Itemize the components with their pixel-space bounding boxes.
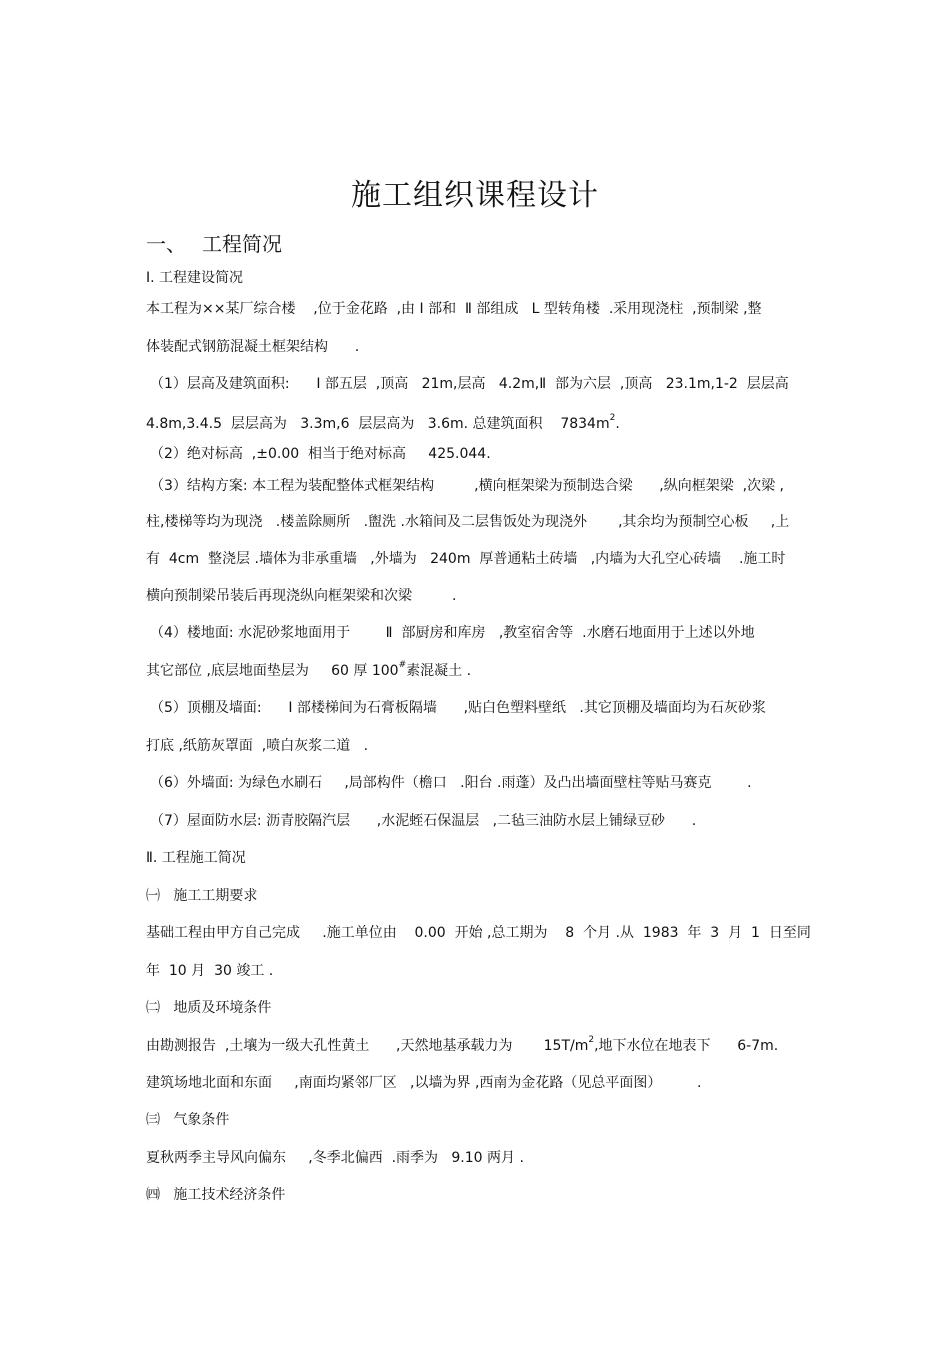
paragraph-line: （1）层高及建筑面积: Ⅰ 部五层 ,顶高 21m,层高 4.2m,Ⅱ 部为六层 ,顶高 23.1m,1-2 层层高: [150, 376, 789, 392]
paragraph-line: （3）结构方案: 本工程为装配整体式框架结构 ,横向框架梁为预制迭合梁 ,纵向框架梁 ,次梁 ,: [150, 478, 784, 494]
paragraph-line: 建筑场地北面和东面 ,南面均紧邻厂区 ,以墙为界 ,西南为金花路（见总平面图） .: [146, 1075, 702, 1091]
superscript: #: [398, 660, 407, 670]
list-heading: ㈣ 施工技术经济条件: [146, 1187, 286, 1203]
paragraph-line: 有 4cm 整浇层 .墙体为非承重墙 ,外墙为 240m 厚普通粘土砖墙 ,内墙为大孔空心砖墙 .施工时: [146, 551, 786, 567]
paragraph-line: [146, 1036, 778, 1056]
text-run: .: [615, 416, 620, 432]
section-number: 一、: [146, 232, 186, 256]
subheading-1: Ⅰ. 工程建设简况: [146, 270, 244, 286]
superscript: 2: [588, 1035, 595, 1045]
paragraph-line: 本工程为××某厂综合楼 ,位于金花路 ,由 Ⅰ 部和 Ⅱ 部组成 L 型转角楼 .采用现浇柱 ,预制梁 ,整: [146, 301, 762, 317]
subheading-2: Ⅱ. 工程施工简况: [146, 850, 246, 866]
text-run: 素混凝土 .: [406, 663, 472, 679]
list-heading: ㈡ 地质及环境条件: [146, 1000, 272, 1016]
text-run: 由勘测报告 ,土壤为一级大孔性黄土 ,天然地基承载力为 15T/m: [146, 1038, 589, 1054]
paragraph-line: 体装配式钢筋混凝土框架结构 .: [146, 339, 360, 355]
paragraph-line: （7）屋面防水层: 沥青胶隔汽层 ,水泥蛭石保温层 ,二毡三油防水层上铺绿豆砂 .: [150, 813, 697, 829]
page-title: 施工组织课程设计: [351, 178, 599, 213]
paragraph-line: （6）外墙面: 为绿色水刷石 ,局部构件（檐口 .阳台 .雨蓬）及凸出墙面壁柱等贴马赛克 .: [150, 775, 752, 791]
paragraph-line: 夏秋两季主导风向偏东 ,冬季北偏西 .雨季为 9.10 两月 .: [146, 1150, 524, 1166]
paragraph-line: 基础工程由甲方自己完成 .施工单位由 0.00 开始 ,总工期为 8 个月 .从 1983 年 3 月 1 日至同: [146, 925, 811, 941]
paragraph-line: 年 10 月 30 竣工 .: [146, 963, 274, 979]
text-run: ,地下水位在地表下 6-7m.: [594, 1038, 779, 1054]
paragraph-line: （2）绝对标高 ,±0.00 相当于绝对标高 425.044.: [150, 446, 491, 462]
list-heading: ㈠ 施工工期要求: [146, 888, 258, 904]
paragraph-line: （4）楼地面: 水泥砂浆地面用于 Ⅱ 部厨房和库房 ,教室宿舍等 .水磨石地面用于上述以外地: [150, 625, 755, 641]
list-heading: ㈢ 气象条件: [146, 1112, 230, 1128]
paragraph-line: （5）顶棚及墙面: Ⅰ 部楼梯间为石膏板隔墙 ,贴白色塑料壁纸 .其它顶棚及墙面均为石灰砂浆: [150, 700, 766, 716]
paragraph-line: 柱,楼梯等均为现浇 .楼盖除厕所 .盥洗 .水箱间及二层售饭处为现浇外 ,其余均为预制空心板 ,上: [146, 514, 790, 530]
paragraph-line: 横向预制梁吊装后再现浇纵向框架梁和次梁 .: [146, 588, 457, 604]
section-label: 工程简况: [202, 232, 282, 256]
superscript: 2: [609, 413, 616, 423]
text-run: 4.8m,3.4.5 层层高为 3.3m,6 层层高为 3.6m. 总建筑面积 7834m: [146, 416, 610, 432]
paragraph-line: 打底 ,纸筋灰罩面 ,喷白灰浆二道 .: [146, 738, 369, 754]
text-run: 其它部位 ,底层地面垫层为 60 厚 100: [146, 663, 399, 679]
paragraph-line: [146, 414, 620, 434]
paragraph-line: [146, 661, 471, 681]
section-heading-1: [146, 228, 282, 257]
